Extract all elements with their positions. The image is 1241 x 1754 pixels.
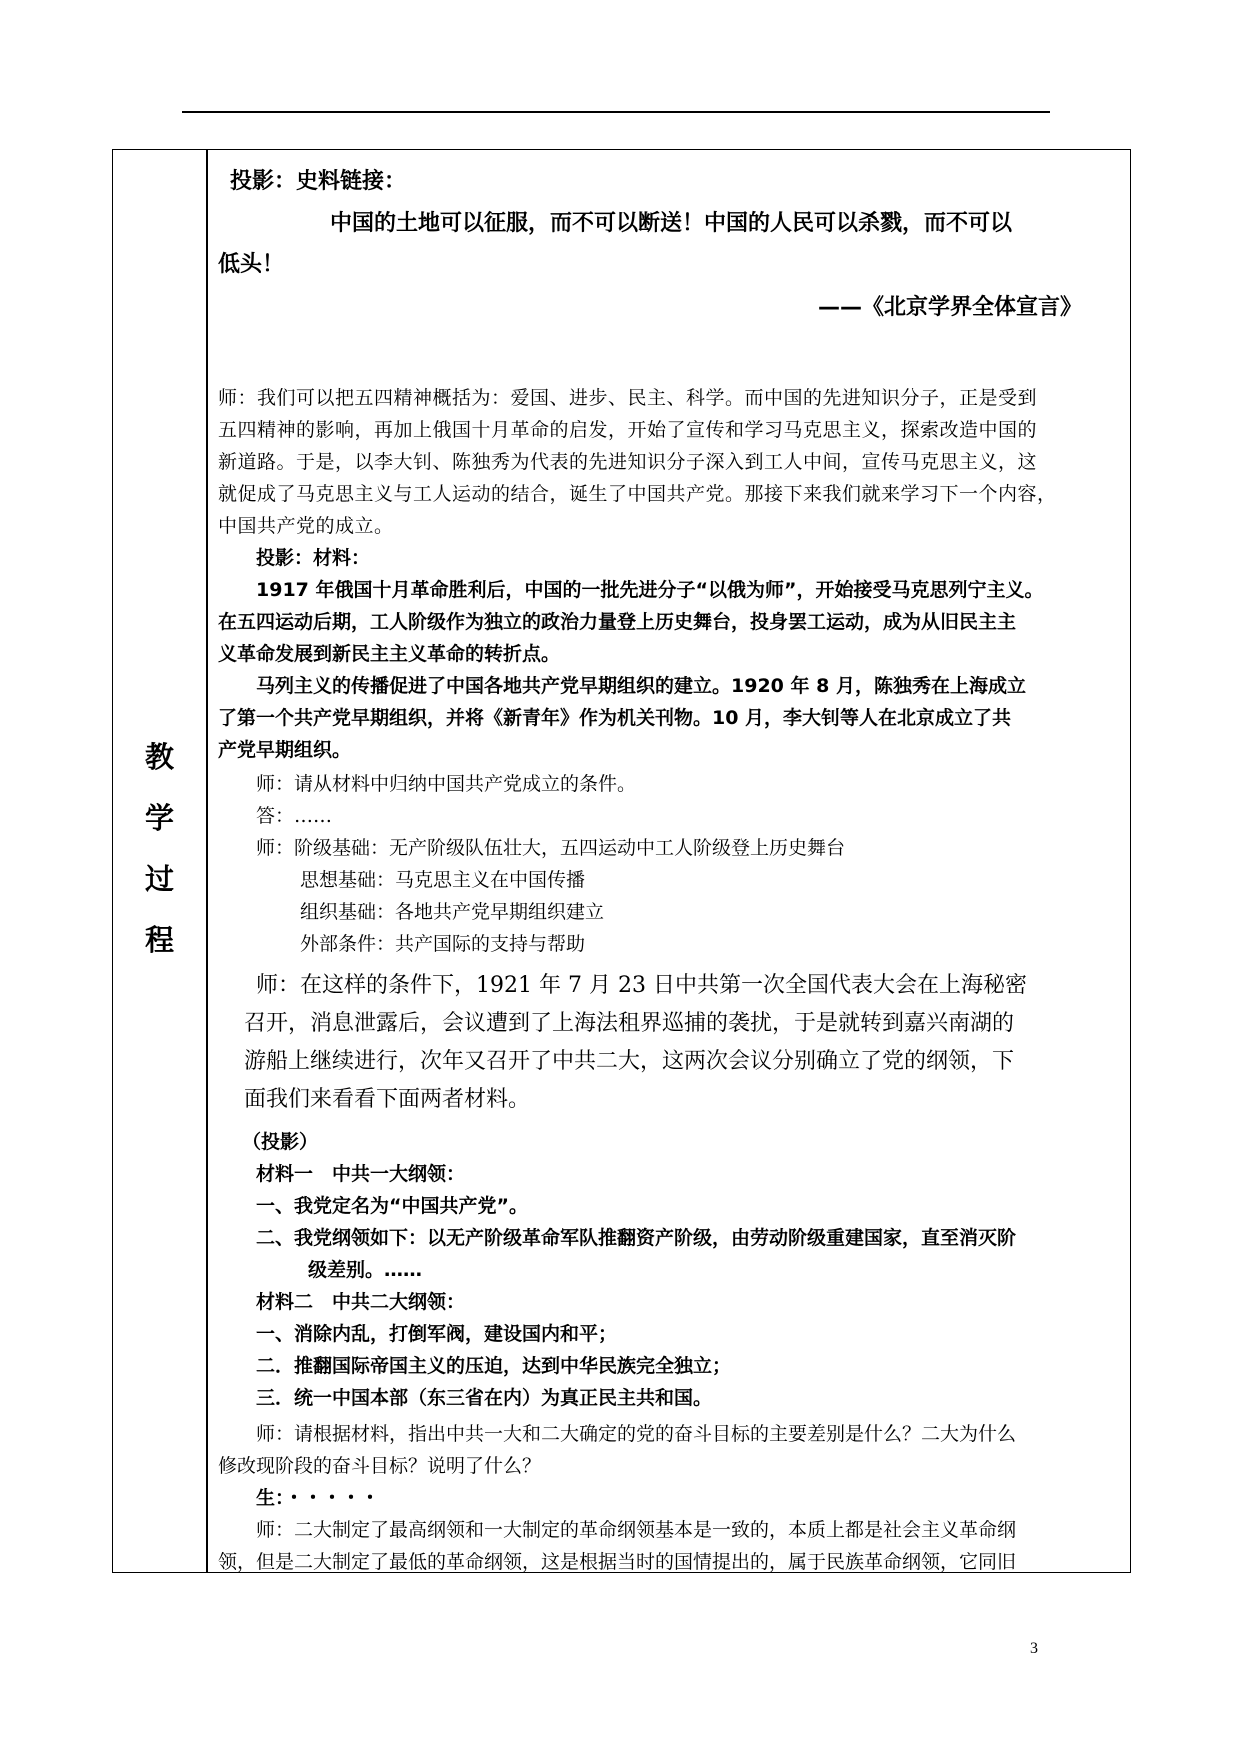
condition-item: 师：阶级基础：无产阶级队伍壮大，五四运动中工人阶级登上历史舞台 (256, 837, 846, 859)
page-number: 3 (1030, 1640, 1038, 1657)
answer: 生：・・・・・ (256, 1487, 380, 1509)
paragraph-line: 师：我们可以把五四精神概括为：爱国、进步、民主、科学。而中国的先进知识分子，正是受到 (218, 387, 1038, 409)
table-column-divider (206, 149, 208, 1573)
program-item: 级差别。…… (308, 1259, 423, 1281)
program-item: 二．推翻国际帝国主义的压迫，达到中华民族完全独立； (256, 1355, 732, 1377)
paragraph-line: 领，但是二大制定了最低的革命纲领，这是根据当时的国情提出的，属于民族革命纲领，它同旧 (218, 1551, 1017, 1573)
quote-source: ——《北京学界全体宣言》 (818, 295, 1083, 320)
paragraph-line: 召开，消息泄露后，会议遭到了上海法租界巡捕的袭扰，于是就转到嘉兴南湖的 (244, 1011, 1015, 1036)
projection-heading: （投影） (242, 1131, 319, 1153)
paragraph-line: 师：二大制定了最高纲领和一大制定的革命纲领基本是一致的，本质上都是社会主义革命纲 (256, 1519, 1017, 1541)
program-item: 一、消除内乱，打倒军阀，建设国内和平； (256, 1323, 618, 1345)
section-label-char: 教 (144, 740, 174, 774)
program-item: 一、我党定名为“中国共产党”。 (256, 1195, 528, 1217)
answer: 答：…… (256, 805, 333, 827)
quote-line: 中国的土地可以征服，而不可以断送！中国的人民可以杀戮，而不可以 (330, 211, 1013, 236)
header-rule (182, 111, 1050, 113)
paragraph-line: 面我们来看看下面两者材料。 (244, 1087, 531, 1112)
question: 修改现阶段的奋斗目标？说明了什么？ (218, 1455, 542, 1477)
section-label (113, 149, 206, 1573)
quote-line: 低头！ (218, 252, 285, 277)
material-line: 产党早期组织。 (218, 739, 352, 761)
section-label-char: 学 (144, 801, 174, 835)
condition-item: 组织基础：各地共产党早期组织建立 (300, 901, 605, 923)
paragraph-line: 游船上继续进行，次年又召开了中共二大，这两次会议分别确立了党的纲领，下 (244, 1049, 1015, 1074)
question: 师：请根据材料，指出中共一大和二大确定的党的奋斗目标的主要差别是什么？二大为什么 (256, 1423, 1017, 1445)
material-line: 1917 年俄国十月革命胜利后，中国的一批先进分子“以俄为师”，开始接受马克思列宁主义。 (256, 579, 1044, 601)
paragraph-line: 师：在这样的条件下，1921 年 7 月 23 日中共第一次全国代表大会在上海秘密 (256, 973, 1027, 998)
projection-heading: 投影：材料： (256, 547, 371, 569)
condition-item: 思想基础：马克思主义在中国传播 (300, 869, 586, 891)
material-title: 材料二 中共二大纲领： (256, 1291, 466, 1313)
material-title: 材料一 中共一大纲领： (256, 1163, 466, 1185)
program-item: 二、我党纲领如下：以无产阶级革命军队推翻资产阶级，由劳动阶级重建国家，直至消灭阶 (256, 1227, 1017, 1249)
projection-heading: 投影：史料链接： (230, 169, 407, 194)
program-item: 三．统一中国本部（东三省在内）为真正民主共和国。 (256, 1387, 713, 1409)
material-line: 义革命发展到新民主主义革命的转折点。 (218, 643, 561, 665)
question: 师：请从材料中归纳中国共产党成立的条件。 (256, 773, 637, 795)
material-line: 在五四运动后期，工人阶级作为独立的政治力量登上历史舞台，投身罢工运动，成为从旧民主主 (218, 611, 1017, 633)
section-label-char: 过 (144, 862, 174, 896)
paragraph-line: 中国共产党的成立。 (218, 515, 394, 537)
material-line: 了第一个共产党早期组织，并将《新青年》作为机关刊物。10 月，李大钊等人在北京成立了共 (218, 707, 1012, 729)
section-label-char: 程 (144, 923, 174, 957)
paragraph-line: 就促成了马克思主义与工人运动的结合，诞生了中国共产党。那接下来我们就来学习下一个内容， (218, 483, 1057, 505)
material-line: 马列主义的传播促进了中国各地共产党早期组织的建立。1920 年 8 月，陈独秀在上海成立 (256, 675, 1026, 697)
paragraph-line: 五四精神的影响，再加上俄国十月革命的启发，开始了宣传和学习马克思主义，探索改造中国的 (218, 419, 1038, 441)
paragraph-line: 新道路。于是，以李大钊、陈独秀为代表的先进知识分子深入到工人中间，宣传马克思主义，这 (218, 451, 1038, 473)
condition-item: 外部条件：共产国际的支持与帮助 (300, 933, 586, 955)
